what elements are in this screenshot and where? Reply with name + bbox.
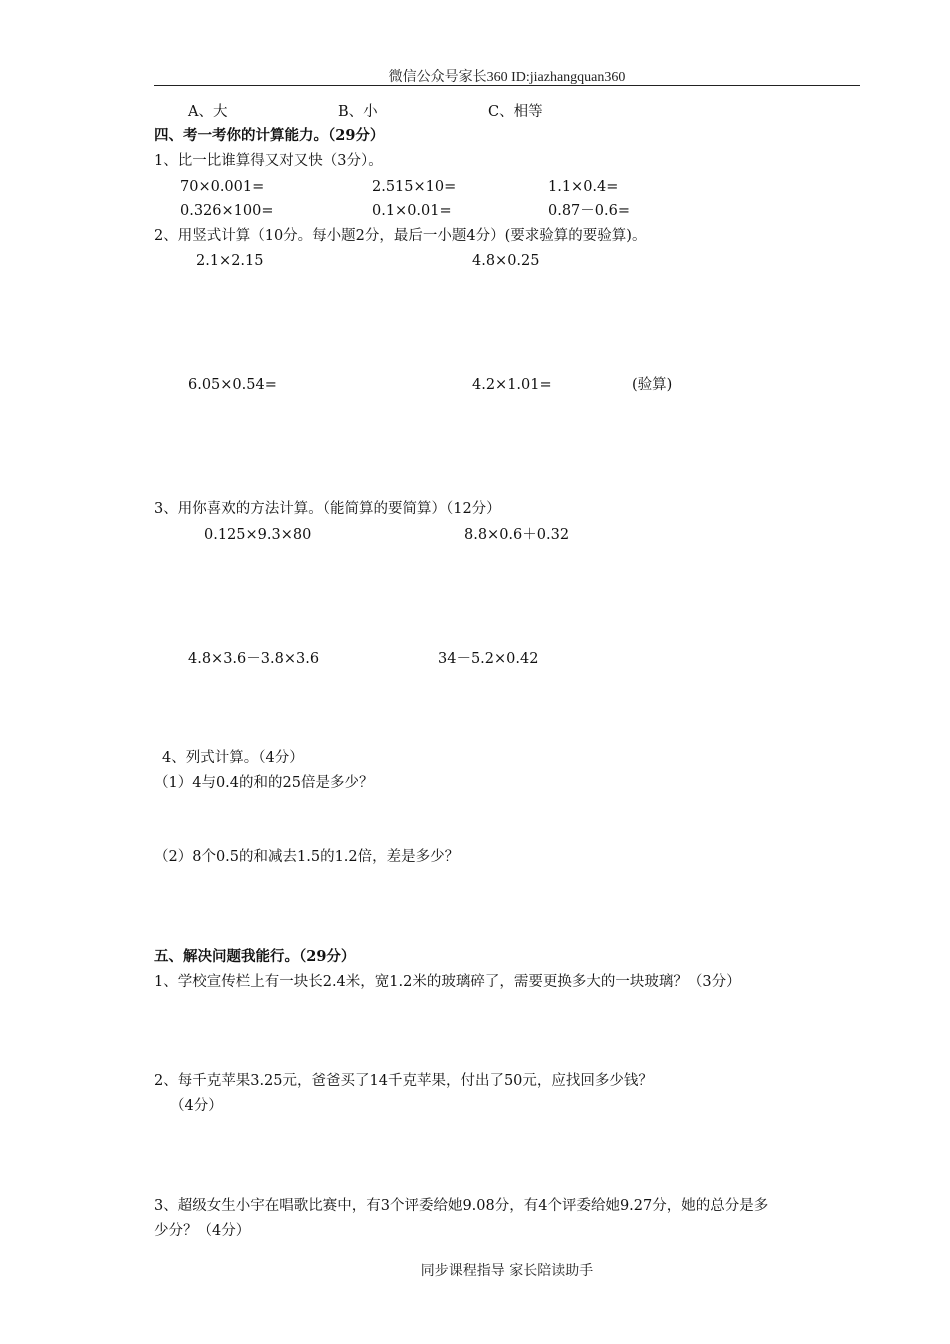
q2-item-2: 4.8×0.25 [472, 253, 540, 269]
q3-item-1: 0.125×9.3×80 [204, 527, 312, 543]
q2-item-1: 2.1×2.15 [196, 253, 264, 269]
q1-item-6: 0.87－0.6= [548, 203, 630, 219]
option-c: C、相等 [488, 104, 543, 120]
option-b: B、小 [338, 104, 378, 120]
q1-item-4: 0.326×100= [180, 203, 274, 219]
q1-item-2: 2.515×10= [372, 179, 457, 195]
section4-q4-label: 4、列式计算。（4分） [162, 750, 304, 766]
q1-item-3: 1.1×0.4= [548, 179, 619, 195]
q4-part-1: （1）4与0.4的和的25倍是多少？ [154, 775, 374, 791]
q3-item-3: 4.8×3.6－3.8×3.6 [188, 651, 320, 667]
q3-item-2: 8.8×0.6＋0.32 [464, 527, 570, 543]
section4-q2-label: 2、用竖式计算（10分。每小题2分，最后一小题4分）(要求验算的要验算)。 [154, 228, 647, 244]
q1-item-5: 0.1×0.01= [372, 203, 452, 219]
q2-item-3: 6.05×0.54= [188, 377, 277, 393]
q2-item-4: 4.2×1.01= [472, 377, 552, 393]
section5-q3-line1: 3、超级女生小宇在唱歌比赛中，有3个评委给她9.08分，有4个评委给她9.27分，她的总分是多 [154, 1198, 769, 1214]
q4-part-2: （2）8个0.5的和减去1.5的1.2倍，差是多少？ [154, 849, 460, 865]
section5-q2-line1: 2、每千克苹果3.25元，爸爸买了14千克苹果，付出了50元，应找回多少钱？ [154, 1073, 653, 1089]
q3-item-4: 34－5.2×0.42 [438, 651, 539, 667]
section5-q3-line2: 少分？（4分） [154, 1223, 251, 1239]
q2-check-label: (验算) [632, 377, 673, 393]
q1-item-1: 70×0.001= [180, 179, 265, 195]
page-footer: 同步课程指导 家长陪读助手 [420, 1263, 594, 1279]
section5-q2-line2: （4分） [170, 1098, 223, 1114]
section4-title: 四、考一考你的计算能力。（29分） [154, 127, 385, 144]
section4-q1-label: 1、比一比谁算得又对又快（3分）。 [154, 153, 383, 169]
option-a: A、大 [188, 104, 228, 120]
section5-title: 五、解决问题我能行。（29分） [154, 948, 356, 965]
section5-q1: 1、学校宣传栏上有一块长2.4米，宽1.2米的玻璃碎了，需要更换多大的一块玻璃？（3分） [154, 974, 741, 990]
header-divider [154, 85, 860, 86]
section4-q3-label: 3、用你喜欢的方法计算。（能简算的要简算）（12分） [154, 501, 501, 517]
page-header-source: 微信公众号家长360 ID:jiazhangquan360 [388, 70, 626, 85]
